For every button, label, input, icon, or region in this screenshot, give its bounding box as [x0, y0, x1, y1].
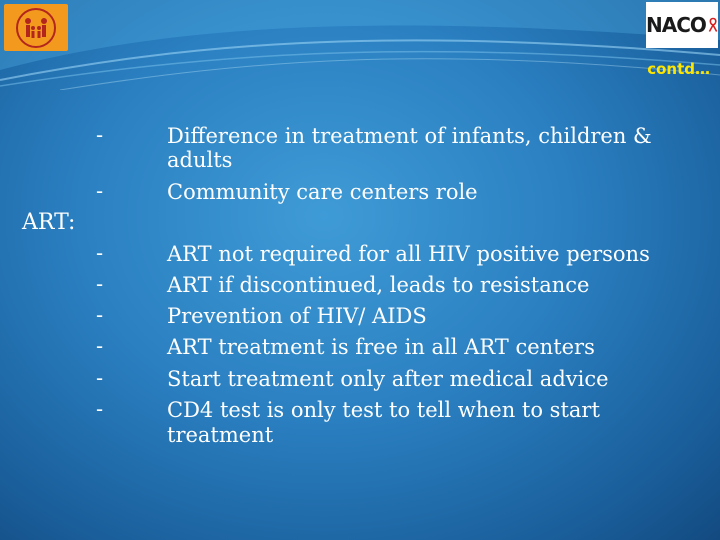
- list-item: ART if discontinued, leads to resistance: [167, 273, 590, 297]
- list-item: ART not required for all HIV positive persons: [167, 242, 650, 266]
- bullet-dash: -: [96, 179, 104, 203]
- red-ribbon-icon: [708, 15, 718, 35]
- bullet-dash: -: [96, 241, 104, 265]
- bullet-dash: -: [96, 397, 104, 421]
- bullet-dash: -: [96, 123, 104, 147]
- list-item: Prevention of HIV/ AIDS: [167, 304, 427, 328]
- family-planning-logo: [4, 4, 68, 51]
- list-item: CD4 test is only test to tell when to start: [167, 398, 600, 422]
- list-item: Difference in treatment of infants, children &: [167, 124, 652, 148]
- bullet-dash: -: [96, 272, 104, 296]
- naco-logo-text: NACO: [646, 13, 706, 37]
- naco-logo: [646, 2, 718, 48]
- continued-label: contd…: [647, 60, 710, 78]
- bullet-dash: -: [96, 303, 104, 327]
- bullet-dash: -: [96, 366, 104, 390]
- list-item: Start treatment only after medical advice: [167, 367, 609, 391]
- family-icon: [8, 7, 64, 49]
- bullet-dash: -: [96, 334, 104, 358]
- wave-decoration: [0, 0, 720, 90]
- header-decoration: [0, 0, 720, 90]
- list-item: ART treatment is free in all ART centers: [167, 335, 595, 359]
- list-item: treatment: [167, 423, 274, 447]
- list-item: adults: [167, 148, 233, 172]
- list-item: Community care centers role: [167, 180, 478, 204]
- section-label-art: ART:: [22, 210, 76, 235]
